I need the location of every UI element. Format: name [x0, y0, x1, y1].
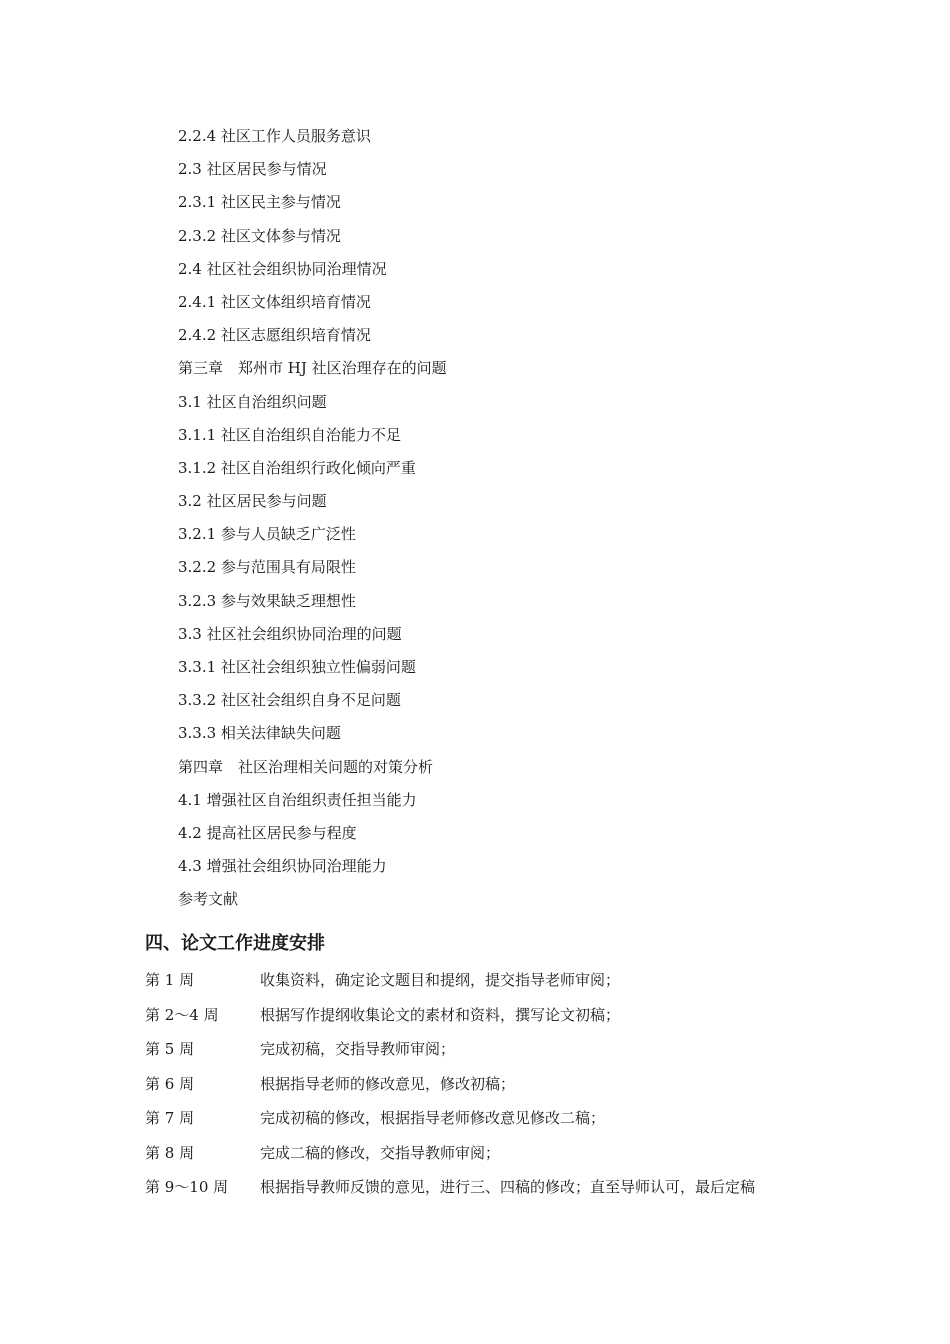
- toc-item: 2.3 社区居民参与情况: [178, 160, 327, 179]
- toc-item: 3.3 社区社会组织协同治理的问题: [178, 624, 402, 643]
- schedule-task: 完成初稿，交指导教师审阅；: [260, 1040, 456, 1058]
- schedule-task: 完成二稿的修改，交指导教师审阅；: [260, 1143, 501, 1162]
- toc-item: 3.3.3 相关法律缺失问题: [178, 724, 341, 743]
- table-of-contents: [178, 124, 447, 921]
- toc-item: 3.2 社区居民参与问题: [178, 492, 327, 511]
- schedule-row: [145, 1106, 755, 1141]
- schedule-row: [145, 968, 755, 1003]
- schedule-task: 根据指导老师的修改意见，修改初稿；: [260, 1074, 516, 1093]
- toc-item: 参考文献: [178, 890, 239, 909]
- schedule-heading: 四、论文工作进度安排: [145, 933, 325, 954]
- toc-item: 3.3.1 社区社会组织独立性偏弱问题: [178, 658, 416, 676]
- toc-chapter: 第三章 郑州市 HJ 社区治理存在的问题: [178, 359, 447, 378]
- schedule-row: [145, 1141, 755, 1176]
- schedule-week: 第 8 周: [145, 1143, 195, 1162]
- toc-item: 2.3.2 社区文体参与情况: [178, 226, 341, 245]
- schedule-row: [145, 1037, 755, 1072]
- toc-item: 4.1 增强社区自治组织责任担当能力: [178, 790, 417, 809]
- toc-chapter: 第四章 社区治理相关问题的对策分析: [178, 757, 434, 776]
- schedule-row: [145, 1072, 755, 1107]
- schedule-list: [145, 968, 755, 1210]
- toc-item: 2.3.1 社区民主参与情况: [178, 193, 341, 212]
- schedule-task: 根据指导教师反馈的意见，进行三、四稿的修改；直至导师认可，最后定稿: [260, 1178, 756, 1196]
- toc-item: 2.4.2 社区志愿组织培育情况: [178, 326, 371, 345]
- toc-item: 2.4 社区社会组织协同治理情况: [178, 259, 387, 278]
- schedule-week: 第 7 周: [145, 1109, 195, 1127]
- toc-item: 4.3 增强社会组织协同治理能力: [178, 857, 387, 876]
- toc-item: 3.3.2 社区社会组织自身不足问题: [178, 691, 401, 710]
- toc-item: 4.2 提高社区居民参与程度: [178, 823, 357, 842]
- toc-item: 2.4.1 社区文体组织培育情况: [178, 292, 371, 311]
- schedule-week: 第 6 周: [145, 1074, 195, 1093]
- toc-item: 2.2.4 社区工作人员服务意识: [178, 127, 371, 145]
- schedule-task: 完成初稿的修改，根据指导老师修改意见修改二稿；: [260, 1109, 606, 1127]
- schedule-row: [145, 1175, 755, 1210]
- schedule-task: 收集资料，确定论文题目和提纲，提交指导老师审阅；: [260, 971, 621, 989]
- toc-item: 3.1 社区自治组织问题: [178, 392, 327, 411]
- schedule-week: 第 9～10 周: [145, 1178, 229, 1196]
- schedule-week: 第 1 周: [145, 971, 195, 989]
- schedule-task: 根据写作提纲收集论文的素材和资料，撰写论文初稿；: [260, 1005, 621, 1024]
- schedule-row: [145, 1003, 755, 1038]
- toc-item: 3.2.1 参与人员缺乏广泛性: [178, 525, 356, 544]
- schedule-week: 第 5 周: [145, 1040, 195, 1058]
- toc-item: 3.2.2 参与范围具有局限性: [178, 558, 356, 577]
- toc-item: 3.1.2 社区自治组织行政化倾向严重: [178, 458, 416, 477]
- toc-item: 3.2.3 参与效果缺乏理想性: [178, 591, 356, 610]
- schedule-week: 第 2～4 周: [145, 1005, 219, 1024]
- toc-item: 3.1.1 社区自治组织自治能力不足: [178, 425, 401, 444]
